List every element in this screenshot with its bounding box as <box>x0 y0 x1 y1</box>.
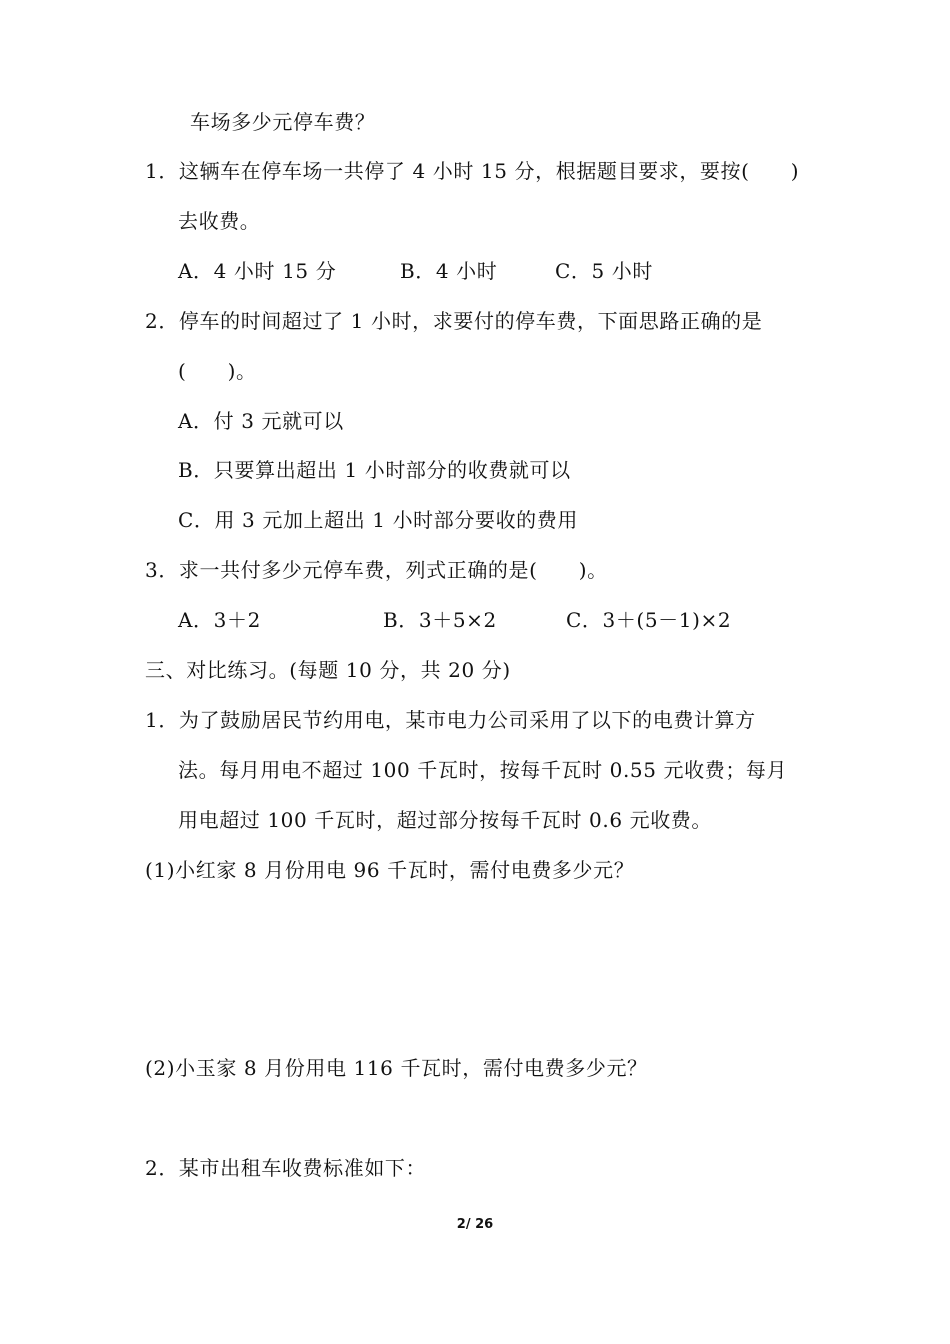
problem-2-line-1: 2．某市出租车收费标准如下： <box>145 1156 427 1180</box>
problem-1-line-1: 1．为了鼓励居民节约用电，某市电力公司采用了以下的电费计算方 <box>145 708 756 732</box>
question-3-option-a: A．3＋2 <box>178 608 261 632</box>
section-3-heading: 三、对比练习。(每题 10 分，共 20 分) <box>145 658 511 682</box>
question-1-stem-continued: 去收费。 <box>178 209 261 233</box>
question-3-option-b: B．3＋5×2 <box>383 608 497 632</box>
question-1-option-c: C．5 小时 <box>555 259 653 283</box>
question-2-option-b: B．只要算出超出 1 小时部分的收费就可以 <box>178 458 571 482</box>
problem-1-line-3: 用电超过 100 千瓦时，超过部分按每千瓦时 0.6 元收费。 <box>178 808 713 832</box>
intro-tail-text: 车场多少元停车费？ <box>190 110 376 134</box>
question-3-stem: 3．求一共付多少元停车费，列式正确的是( )。 <box>145 558 608 582</box>
question-1-option-b: B．4 小时 <box>400 259 498 283</box>
question-2-stem-continued: ( )。 <box>178 359 257 383</box>
question-2-option-c: C．用 3 元加上超出 1 小时部分要收的费用 <box>178 508 578 532</box>
question-1-stem: 1．这辆车在停车场一共停了 4 小时 15 分，根据题目要求，要按( ) <box>145 159 800 183</box>
problem-1-line-2: 法。每月用电不超过 100 千瓦时，按每千瓦时 0.55 元收费；每月 <box>178 758 788 782</box>
sub-question-2: (2)小玉家 8 月份用电 116 千瓦时，需付电费多少元？ <box>145 1056 648 1080</box>
question-2-option-a: A．付 3 元就可以 <box>178 409 344 433</box>
question-2-stem: 2．停车的时间超过了 1 小时，求要付的停车费，下面思路正确的是 <box>145 309 763 333</box>
question-3-option-c: C．3＋(5－1)×2 <box>566 608 732 632</box>
question-1-option-a: A．4 小时 15 分 <box>178 259 337 283</box>
sub-question-1: (1)小红家 8 月份用电 96 千瓦时，需付电费多少元？ <box>145 858 635 882</box>
page-number: 2/ 26 <box>456 1217 494 1232</box>
